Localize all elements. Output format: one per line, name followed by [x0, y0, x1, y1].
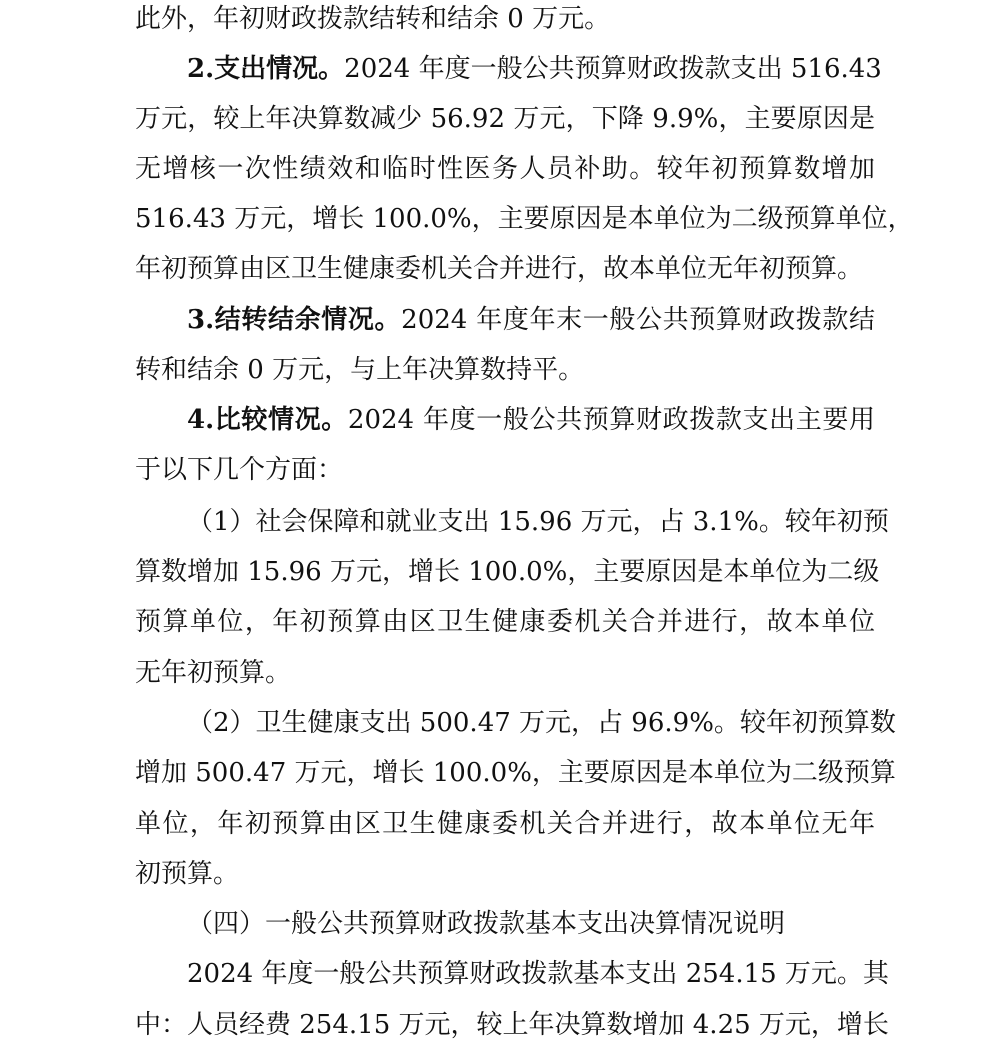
paragraph-comparison — [187, 402, 875, 438]
text-line — [135, 554, 880, 590]
line-text: 单位，年初预算由区卫生健康委机关合并进行，故本单位无年 — [135, 809, 875, 839]
text-line — [135, 655, 875, 691]
line-text: 于以下几个方面： — [135, 455, 344, 485]
text-line — [135, 1, 875, 37]
line-text: 预算单位，年初预算由区卫生健康委机关合并进行，故本单位 — [135, 607, 875, 637]
text-line — [135, 352, 875, 388]
section-heading-comparison: 4.比较情况。 — [187, 405, 348, 435]
text-line — [135, 251, 875, 287]
line-text: 此外，年初财政拨款结转和结余 0 万元。 — [135, 4, 611, 34]
text-line — [135, 101, 875, 137]
paragraph-item-1 — [187, 504, 889, 540]
section-heading-carryover: 3.结转结余情况。 — [187, 305, 402, 335]
text-line — [135, 452, 875, 488]
text-line — [135, 755, 896, 791]
line-text: 无增核一次性绩效和临时性医务人员补助。较年初预算数增加 — [135, 154, 875, 184]
text-line — [135, 151, 875, 187]
line-text: 516.43 万元，增长 100.0%，主要原因是本单位为二级预算单位， — [135, 204, 914, 234]
line-text: 无年初预算。 — [135, 658, 292, 688]
text-line — [135, 1007, 889, 1043]
text-line — [135, 856, 875, 892]
section-title-basic-expenditure — [187, 906, 875, 942]
paragraph-expenditure — [187, 51, 882, 87]
line-text: 年初预算由区卫生健康委机关合并进行，故本单位无年初预算。 — [135, 254, 864, 284]
paragraph-item-2 — [187, 705, 896, 741]
line-text: 2024 年度一般公共预算财政拨款基本支出 254.15 万元。其 — [187, 959, 889, 989]
line-text: 增加 500.47 万元，增长 100.0%，主要原因是本单位为二级预算 — [135, 758, 896, 788]
line-text: 万元，较上年决算数减少 56.92 万元，下降 9.9%，主要原因是 — [135, 104, 875, 134]
section-title-text: （四）一般公共预算财政拨款基本支出决算情况说明 — [187, 909, 786, 939]
paragraph-basic-expenditure — [187, 956, 889, 992]
line-text: 转和结余 0 万元，与上年决算数持平。 — [135, 355, 585, 385]
text-line — [135, 201, 914, 237]
paragraph-carryover — [187, 302, 875, 338]
line-text: 初预算。 — [135, 859, 240, 889]
text-line — [135, 604, 875, 640]
text-line — [135, 806, 875, 842]
line-text: 中：人员经费 254.15 万元，较上年决算数增加 4.25 万元，增长 — [135, 1010, 889, 1040]
line-text: 算数增加 15.96 万元，增长 100.0%，主要原因是本单位为二级 — [135, 557, 880, 587]
line-text: 2024 年度年末一般公共预算财政拨款结 — [401, 305, 875, 335]
line-text: 2024 年度一般公共预算财政拨款支出主要用 — [347, 405, 875, 435]
section-heading-expenditure: 2.支出情况。 — [187, 54, 345, 84]
line-text: （2）卫生健康支出 500.47 万元，占 96.9%。较年初预算数 — [187, 708, 896, 738]
line-text: （1）社会保障和就业支出 15.96 万元，占 3.1%。较年初预 — [187, 507, 889, 537]
line-text: 2024 年度一般公共预算财政拨款支出 516.43 — [344, 54, 882, 84]
